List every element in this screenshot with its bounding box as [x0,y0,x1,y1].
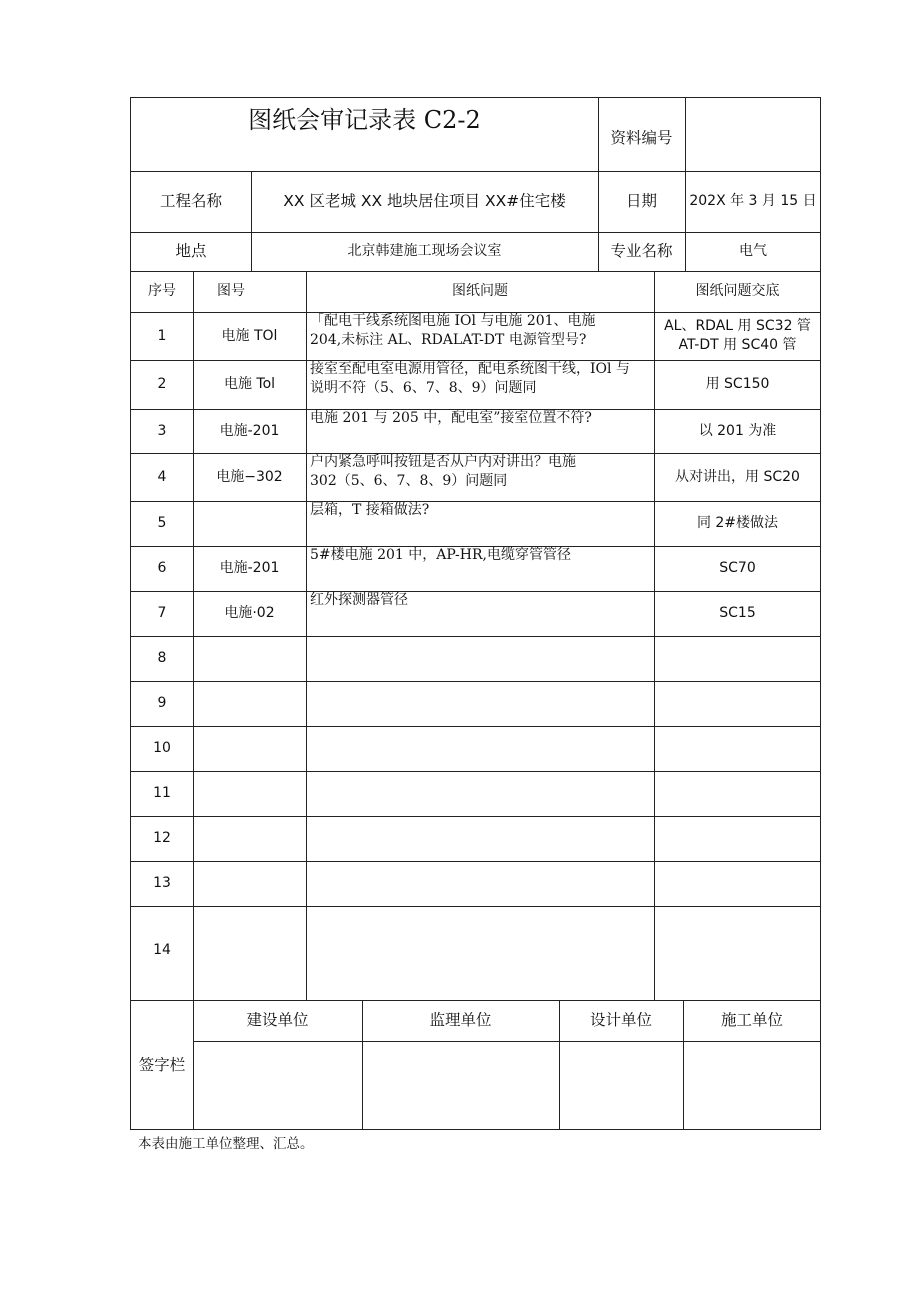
date-value: 202X 年 3 月 15 日 [689,193,817,210]
row-issue [306,726,654,771]
signature-box-contractor[interactable] [683,1041,821,1130]
row-number: 1 [157,327,167,344]
signature-label: 签字栏 [138,1055,186,1074]
row-drawing-no: 电施·02 [224,605,275,622]
row-issue-line: 说明不符（5、6、7、8、9）问题同 [310,379,537,396]
grid-line [683,1000,684,1130]
row-issue [306,681,654,726]
row-issue-line: 204,未标注 AL、RDALAT-DT 电源管型号? [310,331,587,348]
grid-line [559,1000,560,1130]
signature-unit-construction-owner: 建设单位 [246,1011,309,1030]
location-value: 北京韩建施工现场会议室 [347,243,502,260]
signature-unit-contractor: 施工单位 [720,1011,783,1030]
specialty-label: 专业名称 [610,242,673,261]
row-issue [306,771,654,816]
row-answer [654,861,821,906]
row-answer [654,591,821,636]
row-number: 6 [157,560,167,577]
signature-unit-designer: 设计单位 [589,1011,652,1030]
grid-line [193,271,194,1130]
row-issue [306,861,654,906]
row-issue-line: 电施 201 与 205 中，配电室”接室位置不符? [310,410,592,426]
row-answer [654,409,821,453]
project-name-value: XX 区老城 XX 地块居住项目 XX#住宅楼 [283,192,566,211]
row-answer [654,636,821,681]
row-answer [654,816,821,861]
row-answer [654,546,821,591]
grid-line [131,232,821,233]
row-issue [306,816,654,861]
project-name-label: 工程名称 [159,192,222,211]
grid-line [306,271,307,1000]
row-issue-line: 接室至配电室电源用管径，配电系统图干线，IOl 与 [310,361,630,377]
row-answer-line: 从对讲出，用 SC20 [675,468,800,485]
row-number: 10 [153,740,171,757]
specialty-value: 电气 [739,243,767,260]
row-issue-line: 户内紧急呼叫按钮是否从户内对讲出？电施 [310,454,576,470]
row-issue-line: 302（5、6、7、8、9）问题同 [310,472,508,489]
row-answer [654,360,821,409]
row-answer [654,312,821,360]
grid-line [193,1041,821,1042]
row-answer-line: SC70 [719,560,756,577]
row-answer-line: 同 2#楼做法 [696,515,779,532]
row-issue [306,546,654,591]
row-issue [306,409,654,453]
grid-line [362,1000,363,1130]
row-issue [306,360,654,409]
row-issue [306,453,654,501]
row-answer-line: AT-DT 用 SC40 管 [678,337,797,353]
row-answer [654,501,821,546]
row-number: 3 [157,422,167,439]
signature-box-designer[interactable] [559,1041,683,1130]
row-issue [306,636,654,681]
row-drawing-no [193,816,306,861]
form-title: 图纸会审记录表 C2-2 [248,106,481,134]
row-number: 5 [157,515,167,532]
grid-line [685,98,686,271]
row-drawing-no [193,861,306,906]
row-answer-line: 以 201 为准 [698,422,777,439]
row-drawing-no [193,906,306,995]
row-drawing-no: 电施-201 [219,422,280,439]
grid-line [131,312,821,313]
row-issue [306,501,654,546]
grid-line [131,1000,821,1001]
signature-unit-supervisor: 监理单位 [429,1011,492,1030]
column-header-issue: 图纸问题 [452,283,508,300]
grid-line [131,171,821,172]
date-label: 日期 [625,192,657,211]
row-number: 2 [157,376,167,393]
row-issue-line: 红外探测器管径 [310,592,408,608]
row-answer [654,906,821,995]
location-label: 地点 [175,242,207,261]
row-number: 7 [157,605,167,622]
row-drawing-no: 电施 Tol [223,376,276,393]
row-issue [306,906,654,995]
row-number: 4 [157,468,167,485]
row-number: 14 [153,942,171,959]
doc-no-label: 资料编号 [610,129,673,148]
footnote: 本表由施工单位整理、汇总。 [138,1136,314,1152]
row-issue-line: 层箱，T 接箱做法? [310,502,430,518]
doc-no-value [685,98,821,171]
row-answer-line: AL、RDAL 用 SC32 管 [664,318,811,335]
row-drawing-no: 电施 TOl [221,327,278,344]
row-drawing-no [193,771,306,816]
row-answer-line: SC15 [719,605,756,622]
drawing-review-form [130,97,821,1130]
row-number: 12 [153,830,171,847]
row-drawing-no [193,681,306,726]
column-header-answer: 图纸问题交底 [695,283,780,300]
row-drawing-no: 电施−302 [216,468,283,485]
grid-line [251,171,252,271]
row-drawing-no [193,726,306,771]
row-drawing-no: 电施-201 [219,560,280,577]
row-number: 13 [153,875,171,892]
row-issue [306,312,654,360]
grid-line [654,271,655,1000]
row-number: 11 [153,785,171,802]
row-drawing-no [193,501,306,546]
row-number: 8 [157,650,167,667]
grid-line [131,271,821,272]
row-answer-line: 用 SC150 [705,376,770,393]
column-header-drawing: 图号 [217,283,245,300]
row-answer [654,771,821,816]
column-header-no: 序号 [148,283,176,300]
row-issue [306,591,654,636]
signature-box-construction-owner[interactable] [193,1041,362,1130]
row-issue-line: 「配电干线系统图电施 IOl 与电施 201、电施 [310,313,596,329]
signature-box-supervisor[interactable] [362,1041,559,1130]
row-issue-line: 5#楼电施 201 中，AP-HR,电缆穿管管径 [310,547,571,563]
row-answer [654,681,821,726]
row-number: 9 [157,695,167,712]
row-drawing-no [193,636,306,681]
grid-line [598,98,599,271]
row-answer [654,453,821,501]
row-answer [654,726,821,771]
